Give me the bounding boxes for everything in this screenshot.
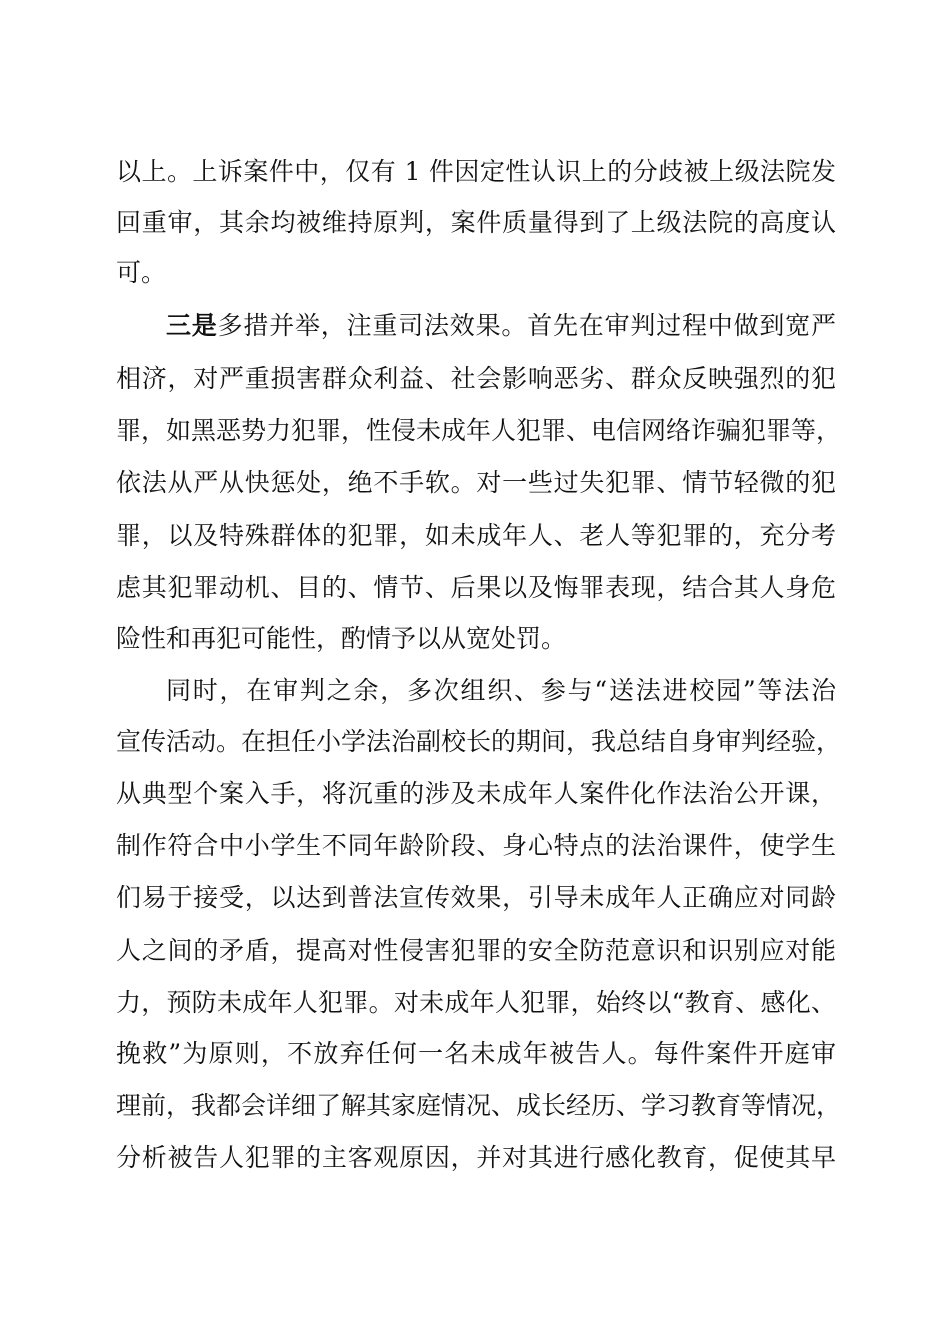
paragraph-line: 罪，以及特殊群体的犯罪，如未成年人、老人等犯罪的，充分考 [116, 521, 836, 550]
paragraph-line: 相济，对严重损害群众利益、社会影响恶劣、群众反映强烈的犯 [116, 364, 836, 393]
paragraph-line: 以上。上诉案件中，仅有 1 件因定性认识上的分歧被上级法院发 [116, 157, 836, 186]
paragraph-line: 挽救”为原则，不放弃任何一名未成年被告人。每件案件开庭审 [116, 1039, 836, 1068]
paragraph-line-text: 多措并举，注重司法效果。首先在审判过程中做到宽严 [217, 311, 836, 340]
paragraph-line: 险性和再犯可能性，酌情予以从宽处罚。 [116, 624, 567, 653]
paragraph-line: 同时，在审判之余，多次组织、参与“送法进校园”等法治 [166, 676, 836, 705]
paragraph-line: 回重审，其余均被维持原判，案件质量得到了上级法院的高度认 [116, 208, 836, 237]
paragraph-line [166, 306, 836, 346]
paragraph-lead-in: 三是 [166, 311, 218, 340]
paragraph-line: 们易于接受，以达到普法宣传效果，引导未成年人正确应对同龄 [116, 883, 836, 912]
paragraph-line: 虑其犯罪动机、目的、情节、后果以及悔罪表现，结合其人身危 [116, 573, 836, 602]
paragraph-line: 制作符合中小学生不同年龄阶段、身心特点的法治课件，使学生 [116, 831, 836, 860]
paragraph-line: 从典型个案入手，将沉重的涉及未成年人案件化作法治公开课， [116, 779, 836, 808]
paragraph-line: 人之间的矛盾，提高对性侵害犯罪的安全防范意识和识别应对能 [116, 936, 836, 965]
paragraph-line: 可。 [116, 258, 167, 287]
paragraph-line: 力，预防未成年人犯罪。对未成年人犯罪，始终以“教育、感化、 [116, 988, 836, 1017]
paragraph-line: 依法从严从快惩处，绝不手软。对一些过失犯罪、情节轻微的犯 [116, 468, 836, 497]
paragraph-line: 理前，我都会详细了解其家庭情况、成长经历、学习教育等情况， [116, 1091, 842, 1120]
paragraph-line: 宣传活动。在担任小学法治副校长的期间，我总结自身审判经验， [116, 727, 842, 756]
paragraph-line: 罪，如黑恶势力犯罪，性侵未成年人犯罪、电信网络诈骗犯罪等， [116, 416, 842, 445]
paragraph-line: 分析被告人犯罪的主客观原因，并对其进行感化教育，促使其早 [116, 1143, 836, 1172]
